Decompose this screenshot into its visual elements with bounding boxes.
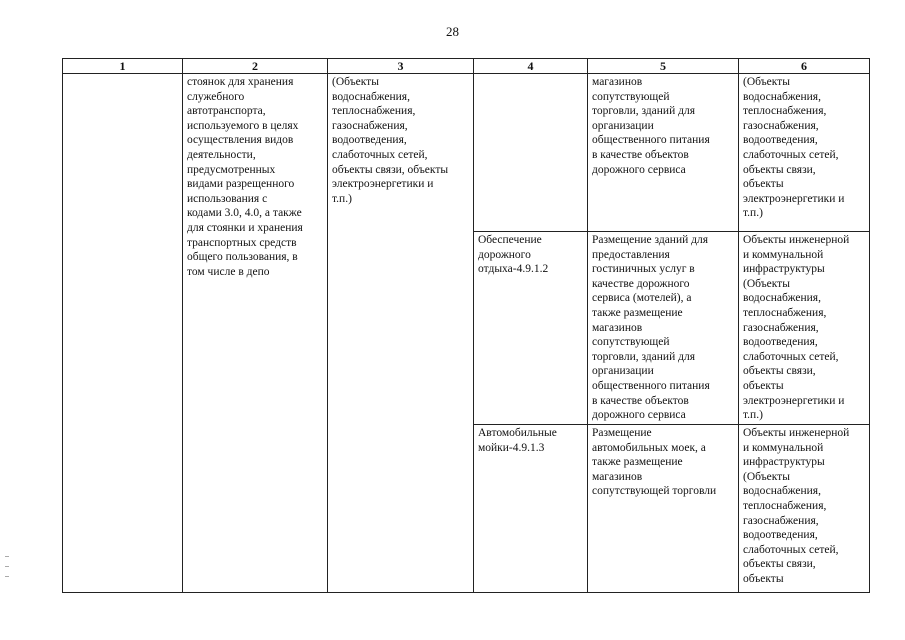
column-number-1: 1 — [63, 59, 183, 74]
cell-col4: Обеспечение дорожного отдыха-4.9.1.2 — [474, 232, 588, 425]
cell-col6: Объекты инженерной и коммунальной инфраструктуры (Объекты водоснабжения, теплоснабжения, газоснабжения, водоотведения, слаботочных сетей, объекты связи, объекты — [739, 425, 870, 593]
column-number-3: 3 — [328, 59, 474, 74]
cell-col2: стоянок для хранения служебного автотранспорта, используемого в целях осуществления видов деятельности, предусмотренных видами разрещенного использования с кодами 3.0, 4.0, а также для стоянки и хранения транспортных средств общего пользования, в том числе в депо — [183, 74, 328, 593]
column-number-4: 4 — [474, 59, 588, 74]
cell-col5: Размещение зданий для предоставления гостиничных услуг в качестве дорожного сервиса (мотелей), а также размещение магазинов сопутствующей торговли, зданий для организации общественного питания в качестве объектов дорожного сервиса — [588, 232, 739, 425]
cell-col1 — [63, 74, 183, 593]
table-row — [63, 74, 870, 232]
cell-col4 — [474, 74, 588, 232]
scan-mark — [5, 576, 9, 577]
column-number-6: 6 — [739, 59, 870, 74]
cell-col6: Объекты инженерной и коммунальной инфраструктуры (Объекты водоснабжения, теплоснабжения, газоснабжения, водоотведения, слаботочных сетей, объекты связи, объекты электроэнергетики и т.п.) — [739, 232, 870, 425]
column-number-5: 5 — [588, 59, 739, 74]
cell-col6: (Объекты водоснабжения, теплоснабжения, газоснабжения, водоотведения, слаботочных сетей, объекты связи, объекты электроэнергетики и т.п.) — [739, 74, 870, 232]
table-header-row — [63, 59, 870, 74]
land-use-table — [62, 58, 870, 593]
cell-col5: Размещение автомобильных моек, а также размещение магазинов сопутствующей торговли — [588, 425, 739, 593]
cell-col4: Автомобильные мойки-4.9.1.3 — [474, 425, 588, 593]
scan-mark — [5, 566, 9, 567]
cell-col3: (Объекты водоснабжения, теплоснабжения, газоснабжения, водоотведения, слаботочных сетей, объекты связи, объекты электроэнергетики и т.п.) — [328, 74, 474, 593]
cell-col5: магазинов сопутствующей торговли, зданий для организации общественного питания в качестве объектов дорожного сервиса — [588, 74, 739, 232]
page-number: 28 — [446, 24, 459, 39]
scan-mark — [5, 556, 9, 557]
column-number-2: 2 — [183, 59, 328, 74]
